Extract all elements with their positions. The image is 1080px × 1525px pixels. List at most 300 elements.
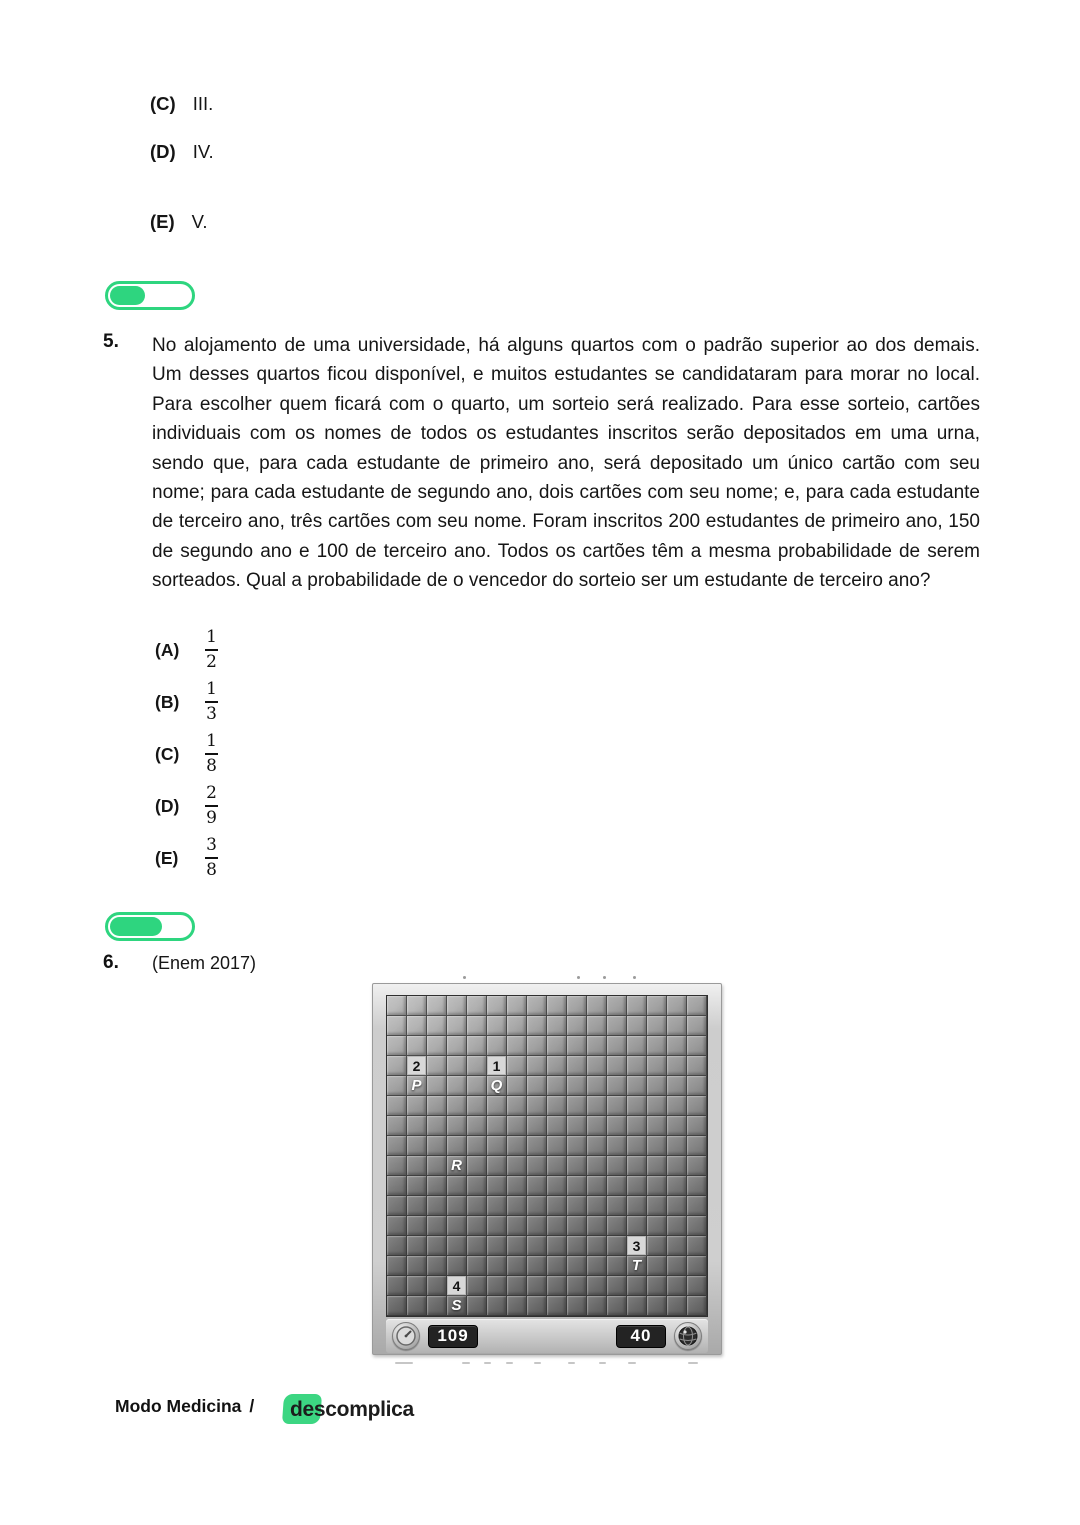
grid-cell (407, 1136, 427, 1156)
artifact-dash (688, 1362, 698, 1364)
letter-marker-cell: S (447, 1296, 467, 1316)
fraction-bar (205, 753, 218, 755)
letter-marker-cell: P (407, 1076, 427, 1096)
grid-cell (667, 1016, 687, 1036)
grid-cell (607, 1176, 627, 1196)
fraction (205, 681, 218, 723)
grid-cell (507, 1016, 527, 1036)
grid-cell (467, 1096, 487, 1116)
grid-cell (487, 1216, 507, 1236)
grid-cell (507, 1176, 527, 1196)
grid-cell (607, 1216, 627, 1236)
grid-cell (587, 1116, 607, 1136)
option-row (155, 832, 218, 884)
grid-cell (407, 1176, 427, 1196)
grid-cell (667, 1256, 687, 1276)
grid-cell (547, 1236, 567, 1256)
artifact-dot (463, 976, 466, 979)
grid-cell (527, 1176, 547, 1196)
grid-cell (647, 1296, 667, 1316)
grid-cell (387, 1116, 407, 1136)
option-row (155, 728, 218, 780)
grid-cell (527, 1296, 547, 1316)
grid-cell (647, 1076, 667, 1096)
grid-cell (427, 1116, 447, 1136)
grid-cell (487, 1156, 507, 1176)
grid-cell (567, 1176, 587, 1196)
prev-option-c (150, 93, 213, 115)
question-source: (Enem 2017) (152, 953, 257, 973)
grid-cell (427, 1176, 447, 1196)
artifact-dash (484, 1362, 491, 1364)
question-number: 5. (103, 331, 119, 352)
grid-cell (507, 1116, 527, 1136)
fraction-numerator: 3 (206, 835, 217, 855)
grid-cell (427, 1256, 447, 1276)
grid-cell (467, 1176, 487, 1196)
grid-cell (407, 1236, 427, 1256)
grid-cell (527, 1256, 547, 1276)
fraction-bar (205, 857, 218, 859)
grid-cell (547, 1036, 567, 1056)
grid-cell (427, 1016, 447, 1036)
prev-option-e (150, 211, 207, 233)
artifact-dash (534, 1362, 541, 1364)
artifact-dash (462, 1362, 470, 1364)
grid-cell (527, 1016, 547, 1036)
grid-cell (667, 1296, 687, 1316)
grid-cell (387, 1136, 407, 1156)
grid-cell (507, 1276, 527, 1296)
grid-cell (667, 1136, 687, 1156)
artifact-dash (599, 1362, 606, 1364)
fraction (205, 837, 218, 879)
grid-cell (427, 1276, 447, 1296)
grid-cell (547, 1276, 567, 1296)
descomplica-logo (283, 1391, 414, 1427)
grid-cell (487, 1256, 507, 1276)
grid-cell (427, 1196, 447, 1216)
option-label: (C) (150, 93, 176, 114)
option-text: IV. (192, 141, 214, 162)
grid-cell (467, 1016, 487, 1036)
fraction-numerator: 1 (206, 679, 217, 699)
grid-cell (647, 1276, 667, 1296)
grid-cell (447, 1096, 467, 1116)
minesweeper-figure (372, 983, 722, 1355)
grid-cell (527, 1076, 547, 1096)
toggle-knob (110, 917, 162, 936)
clock-icon (392, 1322, 420, 1350)
grid-cell (567, 1096, 587, 1116)
grid-cell (687, 1216, 707, 1236)
grid-cell (687, 1056, 707, 1076)
grid-cell (547, 1156, 567, 1176)
grid-cell (607, 1116, 627, 1136)
grid-cell (667, 1196, 687, 1216)
grid-cell (627, 1136, 647, 1156)
grid-cell (407, 1096, 427, 1116)
grid-cell (687, 1036, 707, 1056)
option-row (155, 624, 218, 676)
grid-cell (627, 1116, 647, 1136)
grid-cell (667, 1276, 687, 1296)
footer (115, 1396, 254, 1417)
grid-cell (667, 1056, 687, 1076)
grid-cell (687, 1176, 707, 1196)
grid-cell (627, 1016, 647, 1036)
grid-cell (627, 1176, 647, 1196)
revealed-number-cell: 1 (487, 1056, 507, 1076)
grid-cell (607, 1136, 627, 1156)
grid-cell (487, 1116, 507, 1136)
grid-cell (647, 1056, 667, 1076)
grid-cell (527, 1236, 547, 1256)
grid-cell (667, 1236, 687, 1256)
option-label: (B) (155, 691, 180, 712)
grid-cell (447, 1116, 467, 1136)
grid-cell (387, 1296, 407, 1316)
grid-cell (587, 1056, 607, 1076)
footer-brand: Modo Medicina (115, 1396, 242, 1416)
grid-cell (427, 996, 447, 1016)
grid-cell (387, 1016, 407, 1036)
grid-cell (607, 1056, 627, 1076)
grid-cell (567, 1076, 587, 1096)
grid-cell (587, 1016, 607, 1036)
logo-text-rest: complica (325, 1398, 414, 1421)
grid-cell (687, 996, 707, 1016)
grid-cell (667, 1036, 687, 1056)
grid-cell (507, 1036, 527, 1056)
grid-cell (467, 1056, 487, 1076)
grid-cell (387, 1096, 407, 1116)
grid-cell (567, 1156, 587, 1176)
grid-cell (607, 1236, 627, 1256)
grid-cell (427, 1156, 447, 1176)
grid-cell (467, 1196, 487, 1216)
grid-cell (487, 1136, 507, 1156)
grid-cell (567, 996, 587, 1016)
option-row (155, 780, 218, 832)
grid-cell (647, 1176, 667, 1196)
grid-cell (447, 1256, 467, 1276)
grid-cell (567, 1196, 587, 1216)
grid-cell (647, 1096, 667, 1116)
fraction-bar (205, 649, 218, 651)
fraction-denominator: 8 (206, 756, 217, 776)
grid-cell (507, 1056, 527, 1076)
grid-cell (627, 1076, 647, 1096)
grid-cell (427, 1216, 447, 1236)
grid-cell (627, 1276, 647, 1296)
grid-cell (507, 1196, 527, 1216)
grid-cell (407, 1256, 427, 1276)
grid-cell (527, 1136, 547, 1156)
grid-cell (467, 1036, 487, 1056)
fraction-numerator: 1 (206, 627, 217, 647)
grid-cell (607, 1276, 627, 1296)
grid-cell (647, 996, 667, 1016)
grid-cell (507, 996, 527, 1016)
grid-cell (667, 996, 687, 1016)
grid-cell (587, 1036, 607, 1056)
grid-cell (387, 1036, 407, 1056)
grid-cell (547, 1296, 567, 1316)
grid-cell (507, 1156, 527, 1176)
grid-cell (607, 1096, 627, 1116)
artifact-dash (568, 1362, 575, 1364)
grid-cell (687, 1196, 707, 1216)
grid-cell (607, 1076, 627, 1096)
grid-cell (687, 1076, 707, 1096)
grid-cell (587, 1256, 607, 1276)
letter-marker-cell: T (627, 1256, 647, 1276)
grid-cell (387, 1276, 407, 1296)
grid-cell (567, 1216, 587, 1236)
grid-cell (487, 1036, 507, 1056)
artifact-dot (577, 976, 580, 979)
grid-cell (547, 1016, 567, 1036)
grid-cell (487, 1276, 507, 1296)
grid-cell (527, 1216, 547, 1236)
grid-cell (627, 1156, 647, 1176)
grid-cell (407, 1116, 427, 1136)
grid-cell (407, 1216, 427, 1236)
answer-toggle[interactable] (105, 281, 195, 310)
fraction-denominator: 2 (206, 652, 217, 672)
grid-cell (567, 1116, 587, 1136)
option-label: (C) (155, 743, 180, 764)
grid-cell (427, 1136, 447, 1156)
grid-cell (607, 1036, 627, 1056)
grid-cell (387, 1076, 407, 1096)
game-status-bar (386, 1319, 708, 1353)
grid-cell (587, 996, 607, 1016)
grid-cell (527, 1096, 547, 1116)
grid-cell (507, 1076, 527, 1096)
grid-cell (387, 1156, 407, 1176)
grid-cell (687, 1156, 707, 1176)
grid-cell (607, 1256, 627, 1276)
revealed-number-cell: 3 (627, 1236, 647, 1256)
grid-cell (567, 1296, 587, 1316)
grid-cell (627, 1056, 647, 1076)
letter-marker-cell: Q (487, 1076, 507, 1096)
grid-cell (607, 1016, 627, 1036)
option-label: (A) (155, 639, 180, 660)
grid-cell (667, 1096, 687, 1116)
letter-marker-cell: R (447, 1156, 467, 1176)
grid-cell (627, 996, 647, 1016)
grid-cell (607, 1196, 627, 1216)
grid-cell (447, 1036, 467, 1056)
grid-cell (427, 1036, 447, 1056)
grid-cell (567, 1056, 587, 1076)
grid-cell (687, 1296, 707, 1316)
grid-cell (587, 1076, 607, 1096)
artifact-dash (628, 1362, 636, 1364)
grid-cell (387, 1176, 407, 1196)
grid-cell (667, 1116, 687, 1136)
grid-cell (447, 1176, 467, 1196)
grid-cell (387, 1236, 407, 1256)
grid-cell (507, 1096, 527, 1116)
grid-cell (647, 1236, 667, 1256)
toggle-knob (110, 286, 145, 305)
grid-cell (527, 1036, 547, 1056)
grid-cell (527, 1156, 547, 1176)
grid-cell (667, 1216, 687, 1236)
grid-cell (387, 996, 407, 1016)
grid-cell (567, 1036, 587, 1056)
grid-cell (407, 1016, 427, 1036)
option-text: III. (192, 93, 214, 114)
answer-toggle[interactable] (105, 912, 195, 941)
grid-cell (467, 1136, 487, 1156)
timer-counter: 109 (428, 1325, 478, 1348)
footer-separator: / (249, 1396, 255, 1416)
grid-cell (547, 996, 567, 1016)
grid-cell (647, 1216, 667, 1236)
fraction (205, 733, 218, 775)
grid-cell (627, 1036, 647, 1056)
grid-cell (667, 1156, 687, 1176)
grid-cell (447, 996, 467, 1016)
grid-cell (647, 1036, 667, 1056)
grid-cell (407, 996, 427, 1016)
grid-cell (407, 1276, 427, 1296)
question-text: No alojamento de uma universidade, há alguns quartos com o padrão superior ao dos demais. Um desses quartos ficou disponível, e muitos estudantes se candidataram para morar no local. Para escolher quem ficará com o quarto, um sorteio será realizado. Para esse sorteio, cartões individuais com os nomes de todos os estudantes inscritos serão depositados em uma urna, sendo que, para cada estudante de primeiro ano, será depositado um único cartão com seu nome; para cada estudante de segundo ano, dois cartões com seu nome; e, para cada estudante de terceiro ano, três cartões com seu nome. Foram inscritos 200 estudantes de primeiro ano, 150 de segundo ano e 100 de terceiro ano. Todos os cartões têm a mesma probabilidade de serem sorteados. Qual a probabilidade de o vencedor do sorteio ser um estudante de terceiro ano? (152, 335, 980, 592)
grid-cell (547, 1056, 567, 1076)
grid-cell (607, 996, 627, 1016)
grid-cell (527, 1056, 547, 1076)
grid-cell (507, 1216, 527, 1236)
grid-cell (647, 1156, 667, 1176)
grid-cell (567, 1016, 587, 1036)
minesweeper-grid (386, 995, 708, 1317)
grid-cell (627, 1196, 647, 1216)
grid-cell (627, 1216, 647, 1236)
grid-cell (467, 1216, 487, 1236)
grid-cell (467, 996, 487, 1016)
grid-cell (527, 1276, 547, 1296)
grid-cell (467, 1236, 487, 1256)
grid-cell (667, 1076, 687, 1096)
grid-cell (487, 1176, 507, 1196)
grid-cell (587, 1096, 607, 1116)
grid-cell (567, 1256, 587, 1276)
grid-cell (467, 1256, 487, 1276)
option-text: V. (191, 211, 208, 232)
grid-cell (587, 1196, 607, 1216)
grid-cell (687, 1256, 707, 1276)
fraction (205, 629, 218, 671)
artifact-dash (506, 1362, 513, 1364)
grid-cell (407, 1036, 427, 1056)
grid-cell (587, 1136, 607, 1156)
grid-cell (627, 1096, 647, 1116)
grid-cell (387, 1216, 407, 1236)
grid-cell (547, 1176, 567, 1196)
grid-cell (427, 1076, 447, 1096)
grid-cell (527, 1196, 547, 1216)
grid-cell (547, 1216, 567, 1236)
fraction-numerator: 1 (206, 731, 217, 751)
grid-cell (507, 1256, 527, 1276)
grid-cell (547, 1116, 567, 1136)
grid-cell (467, 1276, 487, 1296)
grid-cell (627, 1296, 647, 1316)
grid-cell (447, 1196, 467, 1216)
grid-cell (427, 1296, 447, 1316)
fraction-numerator: 2 (206, 783, 217, 803)
grid-cell (587, 1236, 607, 1256)
fraction-denominator: 3 (206, 704, 217, 724)
mine-icon (674, 1322, 702, 1350)
grid-cell (647, 1136, 667, 1156)
logo-text (290, 1398, 414, 1422)
option-label: (D) (150, 141, 176, 162)
prev-option-d (150, 141, 214, 163)
grid-cell (587, 1276, 607, 1296)
grid-cell (407, 1196, 427, 1216)
grid-cell (447, 1076, 467, 1096)
grid-cell (647, 1016, 667, 1036)
grid-cell (487, 996, 507, 1016)
grid-cell (447, 1136, 467, 1156)
option-label: (D) (155, 795, 180, 816)
artifact-dot (603, 976, 606, 979)
grid-cell (427, 1236, 447, 1256)
grid-cell (547, 1136, 567, 1156)
fraction-denominator: 8 (206, 860, 217, 880)
grid-cell (527, 996, 547, 1016)
grid-cell (567, 1136, 587, 1156)
grid-cell (687, 1136, 707, 1156)
option-label: (E) (155, 847, 179, 868)
grid-cell (607, 1156, 627, 1176)
grid-cell (567, 1276, 587, 1296)
grid-cell (387, 1056, 407, 1076)
grid-cell (447, 1236, 467, 1256)
grid-cell (667, 1176, 687, 1196)
grid-cell (507, 1136, 527, 1156)
question-number: 6. (103, 952, 119, 973)
fraction-bar (205, 805, 218, 807)
grid-cell (587, 1176, 607, 1196)
question-options (155, 624, 218, 884)
mines-counter: 40 (616, 1325, 666, 1348)
grid-cell (687, 1116, 707, 1136)
fraction (205, 785, 218, 827)
grid-cell (687, 1016, 707, 1036)
grid-cell (507, 1296, 527, 1316)
artifact-dot (633, 976, 636, 979)
grid-cell (587, 1296, 607, 1316)
grid-cell (487, 1196, 507, 1216)
grid-cell (467, 1116, 487, 1136)
grid-cell (507, 1236, 527, 1256)
grid-cell (587, 1156, 607, 1176)
grid-cell (647, 1256, 667, 1276)
grid-cell (547, 1076, 567, 1096)
logo-text-highlight: des (290, 1398, 326, 1421)
grid-cell (547, 1096, 567, 1116)
grid-cell (407, 1156, 427, 1176)
grid-cell (547, 1256, 567, 1276)
grid-cell (687, 1276, 707, 1296)
